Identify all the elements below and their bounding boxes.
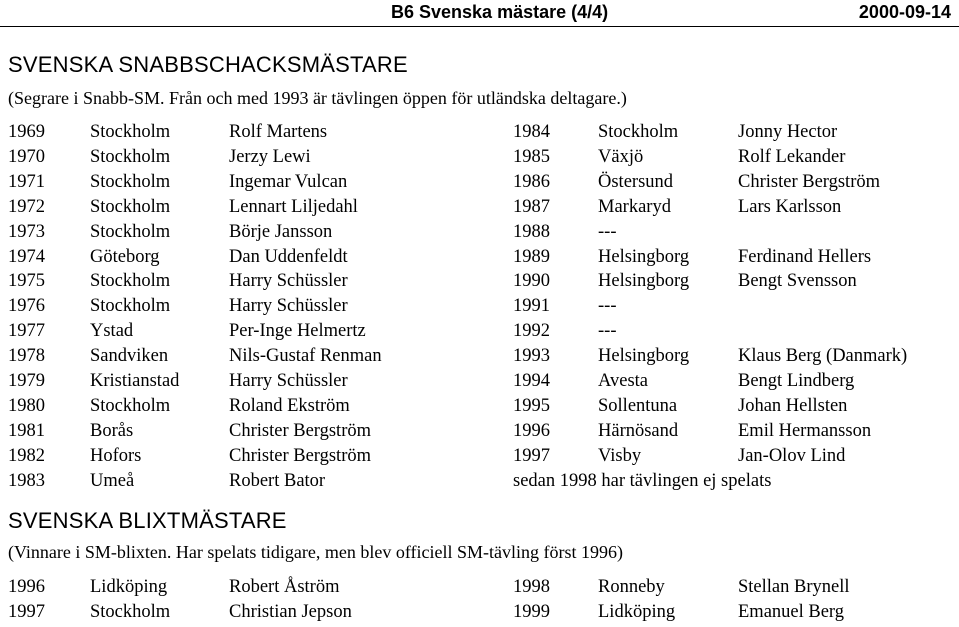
table-row xyxy=(0,446,959,470)
year-cell: 1971 xyxy=(8,171,45,192)
year-cell: 1986 xyxy=(513,171,550,192)
snabb-note: (Segrare i Snabb-SM. Från och med 1993 är tävlingen öppen för utländska deltagare.) xyxy=(8,88,627,108)
champion-cell: Harry Schüssler xyxy=(229,271,348,292)
table-row xyxy=(0,296,959,320)
place-cell: Ronneby xyxy=(598,577,665,597)
champion-cell: Roland Ekström xyxy=(229,395,350,416)
table-row xyxy=(0,247,959,271)
place-cell: Stockholm xyxy=(90,171,171,192)
place-cell: Markaryd xyxy=(598,196,671,217)
table-row xyxy=(0,172,959,196)
place-cell: Stockholm xyxy=(90,296,171,317)
year-cell: 1981 xyxy=(8,420,45,441)
place-cell: Stockholm xyxy=(90,146,171,167)
champion-cell: Lennart Liljedahl xyxy=(229,196,358,217)
year-cell: 1996 xyxy=(8,577,45,597)
year-cell: 1983 xyxy=(8,470,45,491)
table-row xyxy=(0,271,959,295)
place-cell: Stockholm xyxy=(90,602,171,622)
year-cell: 1973 xyxy=(8,221,45,242)
page-header xyxy=(0,0,959,27)
year-cell: 1970 xyxy=(8,146,45,167)
champion-cell: Ferdinand Hellers xyxy=(738,246,872,267)
table-row xyxy=(0,471,959,495)
year-cell: 1991 xyxy=(513,296,550,317)
year-cell: 1979 xyxy=(8,371,45,391)
champion-cell: Harry Schüssler xyxy=(229,296,348,317)
place-cell: Kristianstad xyxy=(90,371,180,391)
place-cell: Härnösand xyxy=(598,420,679,441)
year-cell: 1977 xyxy=(8,321,45,342)
place-cell: --- xyxy=(598,296,617,317)
champion-cell: Johan Hellsten xyxy=(738,395,848,416)
place-cell: --- xyxy=(598,321,617,342)
header-date: 2000-09-14 xyxy=(858,2,951,22)
year-cell: 1978 xyxy=(8,346,45,367)
place-cell: Lidköping xyxy=(90,577,168,597)
champion-cell: Ingemar Vulcan xyxy=(229,171,348,192)
champion-cell: Jonny Hector xyxy=(738,122,838,142)
champion-cell: Robert Bator xyxy=(229,470,326,491)
champion-cell: Lars Karlsson xyxy=(738,196,842,217)
place-cell: Stockholm xyxy=(90,122,171,142)
place-cell: Lidköping xyxy=(598,602,676,622)
champion-cell: Bengt Svensson xyxy=(738,271,857,292)
table-row xyxy=(0,346,959,370)
place-cell: Visby xyxy=(598,445,642,466)
place-cell: Helsingborg xyxy=(598,271,690,292)
table-row xyxy=(0,371,959,395)
place-cell: Växjö xyxy=(598,146,644,167)
year-cell: 1976 xyxy=(8,296,45,317)
champion-cell: Christer Bergström xyxy=(229,420,371,441)
place-cell: Helsingborg xyxy=(598,246,690,267)
champion-cell: Robert Åström xyxy=(229,577,340,597)
place-cell: Helsingborg xyxy=(598,346,690,367)
table-row xyxy=(0,421,959,445)
table-row xyxy=(0,122,959,146)
table-row xyxy=(0,321,959,345)
place-cell: Stockholm xyxy=(598,122,679,142)
place-cell: --- xyxy=(598,221,617,242)
champion-cell: Bengt Lindberg xyxy=(738,371,855,391)
year-cell: 1974 xyxy=(8,246,45,267)
year-cell: 1997 xyxy=(8,602,45,622)
header-title: B6 Svenska mästare (4/4) xyxy=(391,2,609,22)
year-cell: 1989 xyxy=(513,246,550,267)
year-cell: 1998 xyxy=(513,577,550,597)
champion-cell: Stellan Brynell xyxy=(738,577,850,597)
place-cell: Stockholm xyxy=(90,196,171,217)
place-cell: Stockholm xyxy=(90,221,171,242)
year-cell: 1987 xyxy=(513,196,550,217)
year-cell: 1996 xyxy=(513,420,550,441)
year-cell: 1995 xyxy=(513,395,550,416)
place-cell: Göteborg xyxy=(90,246,160,267)
champion-cell: Jan-Olov Lind xyxy=(738,445,846,466)
champion-cell: Nils-Gustaf Renman xyxy=(229,346,382,367)
champion-cell: Börje Jansson xyxy=(229,221,333,242)
place-cell: Sandviken xyxy=(90,346,169,367)
table-row xyxy=(0,197,959,221)
place-cell: Ystad xyxy=(90,321,134,342)
place-cell: Hofors xyxy=(90,445,142,466)
snabb-title: SVENSKA SNABBSCHACKSMÄSTARE xyxy=(8,52,408,77)
note-cell: sedan 1998 har tävlingen ej spelats xyxy=(513,470,772,491)
place-cell: Sollentuna xyxy=(598,395,678,416)
champion-cell: Jerzy Lewi xyxy=(229,146,311,167)
year-cell: 1975 xyxy=(8,271,45,292)
year-cell: 1972 xyxy=(8,196,45,217)
year-cell: 1990 xyxy=(513,271,550,292)
champion-cell: Emil Hermansson xyxy=(738,420,872,441)
blixt-note: (Vinnare i SM-blixten. Har spelats tidigare, men blev officiell SM-tävling först 1996) xyxy=(8,542,623,562)
year-cell: 1988 xyxy=(513,221,550,242)
year-cell: 1985 xyxy=(513,146,550,167)
place-cell: Umeå xyxy=(90,470,135,491)
champion-cell: Christer Bergström xyxy=(229,445,371,466)
year-cell: 1997 xyxy=(513,445,550,466)
year-cell: 1969 xyxy=(8,122,45,142)
year-cell: 1984 xyxy=(513,122,550,142)
year-cell: 1994 xyxy=(513,371,550,391)
blixt-title: SVENSKA BLIXTMÄSTARE xyxy=(8,508,287,533)
champion-cell: Christer Bergström xyxy=(738,171,880,192)
champion-cell: Harry Schüssler xyxy=(229,371,348,391)
year-cell: 1999 xyxy=(513,602,550,622)
table-row xyxy=(0,147,959,171)
table-row xyxy=(0,396,959,420)
champion-cell: Rolf Lekander xyxy=(738,146,846,167)
champion-cell: Rolf Martens xyxy=(229,122,328,142)
champion-cell: Emanuel Berg xyxy=(738,602,845,622)
place-cell: Borås xyxy=(90,420,134,441)
place-cell: Stockholm xyxy=(90,395,171,416)
place-cell: Avesta xyxy=(598,371,648,391)
year-cell: 1980 xyxy=(8,395,45,416)
champion-cell: Klaus Berg (Danmark) xyxy=(738,346,908,367)
champion-cell: Christian Jepson xyxy=(229,602,352,622)
table-row xyxy=(0,222,959,246)
year-cell: 1992 xyxy=(513,321,550,342)
year-cell: 1993 xyxy=(513,346,550,367)
place-cell: Stockholm xyxy=(90,271,171,292)
table-row xyxy=(0,577,959,601)
champion-cell: Per-Inge Helmertz xyxy=(229,321,366,342)
place-cell: Östersund xyxy=(598,171,674,192)
champion-cell: Dan Uddenfeldt xyxy=(229,246,348,267)
table-row xyxy=(0,602,959,626)
year-cell: 1982 xyxy=(8,445,45,466)
